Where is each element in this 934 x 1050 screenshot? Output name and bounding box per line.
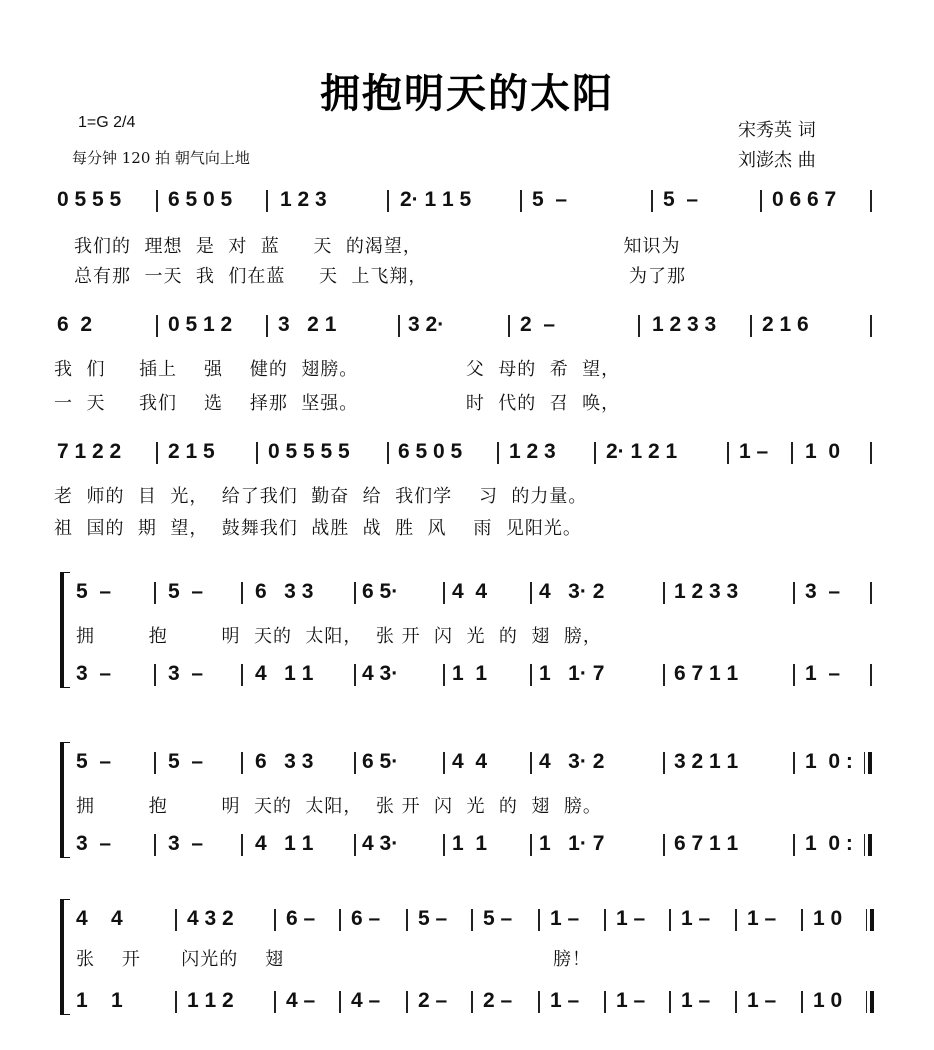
measure: 3 – bbox=[805, 580, 841, 603]
measure: 1 0 bbox=[813, 989, 843, 1012]
measure: 2· 1 2 1 bbox=[606, 440, 678, 463]
measure: 5 – bbox=[663, 188, 699, 211]
measure: 6 5 0 5 bbox=[398, 440, 463, 463]
barline bbox=[241, 752, 243, 774]
barline bbox=[154, 834, 156, 856]
barline bbox=[387, 190, 389, 212]
barline bbox=[274, 991, 276, 1013]
tempo-marking: 每分钟 120 拍 朝气向上地 bbox=[72, 149, 250, 167]
barline bbox=[266, 190, 268, 212]
measure: 6 7 1 1 bbox=[674, 832, 739, 855]
measure: 2 1 6 bbox=[762, 313, 809, 336]
barline bbox=[354, 834, 356, 856]
barline bbox=[870, 190, 872, 212]
lyrics-chorus: 拥 抱 明 天的 太阳， 张 开 闪 光 的 翅 膀。 bbox=[76, 796, 602, 817]
barline bbox=[669, 909, 671, 931]
lyrics-chorus: 拥 抱 明 天的 太阳， 张 开 闪 光 的 翅 膀， bbox=[76, 626, 602, 647]
measure: 3 2 1 bbox=[278, 313, 337, 336]
barline bbox=[793, 834, 795, 856]
barline bbox=[339, 909, 341, 931]
barline bbox=[497, 442, 499, 464]
barline bbox=[443, 664, 445, 686]
barline bbox=[406, 909, 408, 931]
measure: 5 – bbox=[76, 580, 112, 603]
measure: 4 3· 2 bbox=[539, 580, 605, 603]
measure: 2· 1 1 5 bbox=[400, 188, 472, 211]
measure: 1 2 3 bbox=[509, 440, 556, 463]
barline bbox=[443, 752, 445, 774]
barline bbox=[241, 664, 243, 686]
measure: 1 1 bbox=[76, 989, 123, 1012]
barline bbox=[663, 664, 665, 686]
measure: 0 5 1 2 bbox=[168, 313, 233, 336]
barline bbox=[793, 752, 795, 774]
barline bbox=[443, 834, 445, 856]
repeat-end-barline bbox=[864, 752, 869, 774]
measure: 3 – bbox=[168, 832, 204, 855]
measure: 1 2 3 3 bbox=[652, 313, 717, 336]
barline bbox=[538, 909, 540, 931]
barline bbox=[508, 315, 510, 337]
measure: 0 5 5 5 5 bbox=[268, 440, 350, 463]
barline bbox=[266, 315, 268, 337]
barline bbox=[406, 991, 408, 1013]
measure: 1 0 : bbox=[805, 832, 853, 855]
barline bbox=[443, 582, 445, 604]
measure: 3 – bbox=[76, 832, 112, 855]
measure: 3 – bbox=[168, 662, 204, 685]
lyrics-verse-1: 我们的 理想 是 对 蓝 天 的渴望， 知识为 bbox=[74, 236, 681, 257]
measure: 1 1 2 bbox=[187, 989, 234, 1012]
barline bbox=[793, 582, 795, 604]
barline bbox=[530, 664, 532, 686]
final-barline bbox=[866, 991, 871, 1013]
measure: 1 – bbox=[681, 989, 711, 1012]
barline bbox=[870, 442, 872, 464]
barline bbox=[750, 315, 752, 337]
measure: 0 6 6 7 bbox=[772, 188, 837, 211]
repeat-end-barline bbox=[864, 834, 869, 856]
barline bbox=[801, 991, 803, 1013]
barline bbox=[870, 582, 872, 604]
measure: 6 5· bbox=[362, 580, 399, 603]
measure: 6 – bbox=[351, 907, 381, 930]
measure: 3 2· bbox=[408, 313, 445, 336]
barline bbox=[387, 442, 389, 464]
barline bbox=[663, 834, 665, 856]
barline bbox=[530, 582, 532, 604]
barline bbox=[870, 664, 872, 686]
final-barline bbox=[866, 909, 871, 931]
measure: 5 – bbox=[168, 580, 204, 603]
lyrics-verse-2: 一 天 我们 选 择那 坚强。 时 代的 召 唤， bbox=[54, 393, 621, 414]
measure: 4 – bbox=[286, 989, 316, 1012]
measure: 4 1 1 bbox=[255, 832, 314, 855]
measure: 1 – bbox=[616, 907, 646, 930]
measure: 6 – bbox=[286, 907, 316, 930]
barline bbox=[471, 909, 473, 931]
barline bbox=[471, 991, 473, 1013]
barline bbox=[791, 442, 793, 464]
measure: 4 1 1 bbox=[255, 662, 314, 685]
lyrics-verse-2: 祖 国的 期 望， 鼓舞我们 战胜 战 胜 风 雨 见阳光。 bbox=[54, 518, 582, 539]
barline bbox=[870, 315, 872, 337]
measure: 1 1 bbox=[452, 832, 488, 855]
measure: 3 – bbox=[76, 662, 112, 685]
barline bbox=[735, 991, 737, 1013]
measure: 1 2 3 bbox=[280, 188, 327, 211]
measure: 5 – bbox=[483, 907, 513, 930]
measure: 1 2 3 3 bbox=[674, 580, 739, 603]
barline bbox=[638, 315, 640, 337]
lyrics-verse-1: 老 师的 目 光， 给了我们 勤奋 给 我们学 习 的力量。 bbox=[54, 486, 588, 507]
measure: 5 – bbox=[76, 750, 112, 773]
measure: 1 – bbox=[681, 907, 711, 930]
barline bbox=[154, 582, 156, 604]
measure: 1 – bbox=[550, 989, 580, 1012]
composer-credit: 刘澎杰 曲 bbox=[738, 150, 816, 171]
measure: 0 5 5 5 bbox=[57, 188, 122, 211]
barline bbox=[156, 190, 158, 212]
measure: 2 1 5 bbox=[168, 440, 215, 463]
measure: 1 0 bbox=[805, 440, 841, 463]
measure: 6 2 bbox=[57, 313, 93, 336]
barline bbox=[604, 991, 606, 1013]
barline bbox=[793, 664, 795, 686]
barline bbox=[530, 834, 532, 856]
barline bbox=[538, 991, 540, 1013]
barline bbox=[154, 664, 156, 686]
barline bbox=[175, 909, 177, 931]
measure: 1 – bbox=[805, 662, 841, 685]
measure: 4 4 bbox=[452, 580, 488, 603]
barline bbox=[727, 442, 729, 464]
barline bbox=[274, 909, 276, 931]
measure: 6 5 0 5 bbox=[168, 188, 233, 211]
measure: 1 1· 7 bbox=[539, 832, 605, 855]
barline bbox=[156, 315, 158, 337]
barline bbox=[339, 991, 341, 1013]
measure: 4 3· 2 bbox=[539, 750, 605, 773]
measure: 4 3· bbox=[362, 832, 399, 855]
measure: 4 3 2 bbox=[187, 907, 234, 930]
measure: 1 1· 7 bbox=[539, 662, 605, 685]
barline bbox=[175, 991, 177, 1013]
lyricist-credit: 宋秀英 词 bbox=[738, 120, 816, 141]
page-title: 拥抱明天的太阳 bbox=[320, 71, 614, 117]
barline bbox=[663, 582, 665, 604]
measure: 6 3 3 bbox=[255, 580, 314, 603]
measure: 2 – bbox=[418, 989, 448, 1012]
measure: 4 4 bbox=[452, 750, 488, 773]
measure: 6 5· bbox=[362, 750, 399, 773]
measure: 1 – bbox=[550, 907, 580, 930]
measure: 2 – bbox=[520, 313, 556, 336]
measure: 6 7 1 1 bbox=[674, 662, 739, 685]
barline bbox=[520, 190, 522, 212]
barline bbox=[154, 752, 156, 774]
measure: 7 1 2 2 bbox=[57, 440, 122, 463]
measure: 1 – bbox=[616, 989, 646, 1012]
measure: 1 1 bbox=[452, 662, 488, 685]
barline bbox=[256, 442, 258, 464]
lyrics-verse-1: 我 们 插上 强 健的 翅膀。 父 母的 希 望， bbox=[54, 359, 621, 380]
barline bbox=[241, 582, 243, 604]
lyrics-ending: 张 开 闪光的 翅 膀！ bbox=[76, 949, 591, 970]
barline bbox=[801, 909, 803, 931]
measure: 5 – bbox=[532, 188, 568, 211]
barline bbox=[398, 315, 400, 337]
barline bbox=[663, 752, 665, 774]
barline bbox=[241, 834, 243, 856]
barline bbox=[156, 442, 158, 464]
measure: 4 3· bbox=[362, 662, 399, 685]
lyrics-verse-2: 总有那 一天 我 们在蓝 天 上飞翔， 为了那 bbox=[74, 266, 687, 287]
barline bbox=[354, 752, 356, 774]
measure: 4 4 bbox=[76, 907, 123, 930]
barline bbox=[604, 909, 606, 931]
measure: 5 – bbox=[418, 907, 448, 930]
barline bbox=[760, 190, 762, 212]
measure: 1 – bbox=[739, 440, 769, 463]
barline bbox=[354, 664, 356, 686]
key-signature: 1=G 2/4 bbox=[78, 114, 136, 131]
measure: 3 2 1 1 bbox=[674, 750, 739, 773]
barline bbox=[651, 190, 653, 212]
measure: 1 0 bbox=[813, 907, 843, 930]
barline bbox=[594, 442, 596, 464]
barline bbox=[735, 909, 737, 931]
measure: 1 0 : bbox=[805, 750, 853, 773]
measure: 1 – bbox=[747, 989, 777, 1012]
measure: 2 – bbox=[483, 989, 513, 1012]
measure: 4 – bbox=[351, 989, 381, 1012]
measure: 1 – bbox=[747, 907, 777, 930]
barline bbox=[669, 991, 671, 1013]
measure: 6 3 3 bbox=[255, 750, 314, 773]
barline bbox=[530, 752, 532, 774]
barline bbox=[354, 582, 356, 604]
measure: 5 – bbox=[168, 750, 204, 773]
